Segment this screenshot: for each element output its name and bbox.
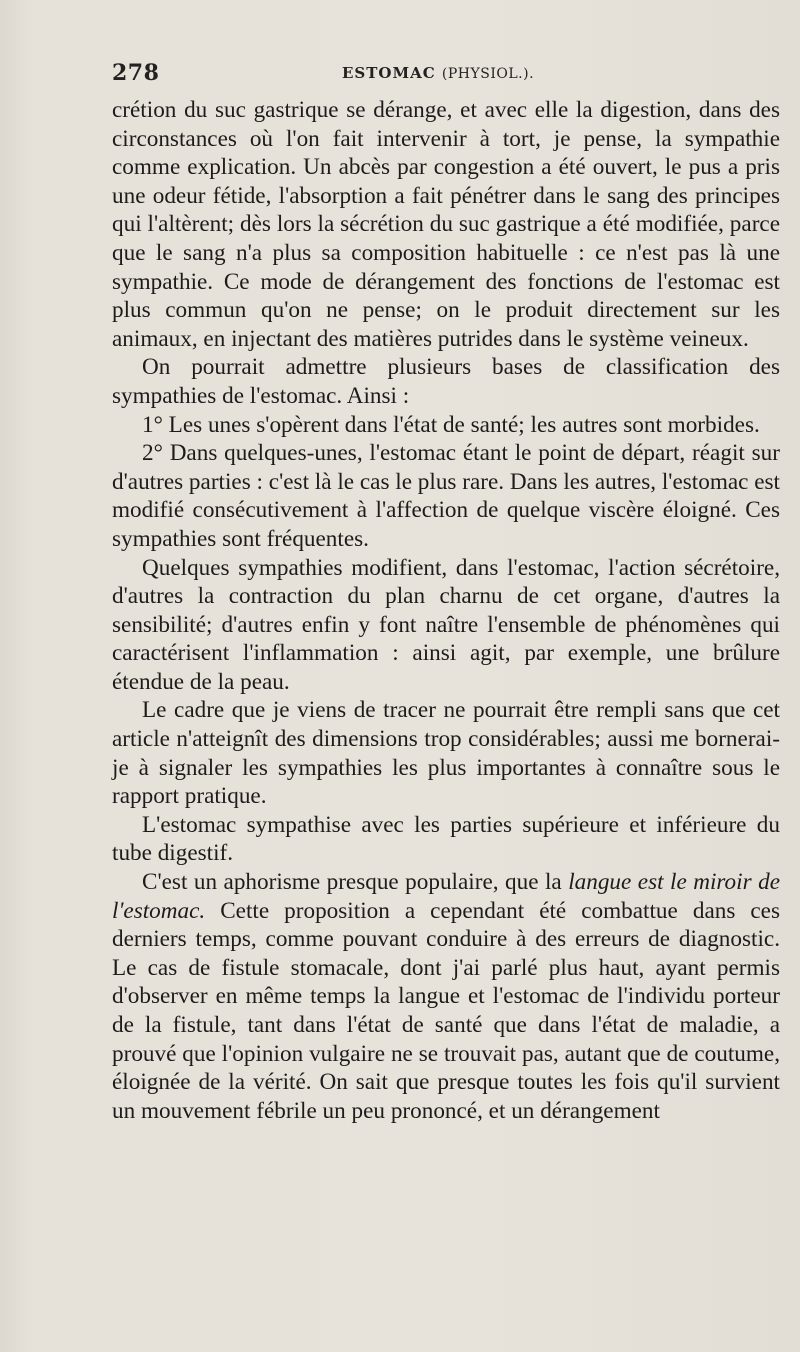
paragraph-1: crétion du suc gastrique se dérange, et avec elle la digestion, dans des circonstances où l'on fait intervenir à tort, je pense, la sympathie comme explication. Un abcès par congestion a été ouvert, le pus a pris une odeur fétide, l'absorption a fait pénétrer dans le sang des principes qui l'altèrent; dès lors la sécrétion du suc gastrique a été modifiée, parce que le sang n'a plus sa composition habituelle : ce n'est pas là une sympathie. Ce mode de dérangement des fonctions de l'estomac est plus commun qu'on ne pense; on le produit directement sur les animaux, en injectant des matières putrides dans le système veineux. (112, 97, 780, 352)
page-header (112, 60, 780, 90)
paragraph-4: 2° Dans quelques-unes, l'estomac étant le point de départ, réagit sur d'autres parties : c'est là le cas le plus rare. Dans les autres, l'estomac est modifié consécutivement à l'affection de quelque viscère éloigné. Ces sympathies sont fréquentes. (112, 440, 780, 552)
paragraph-8-italic: langue est le miroir de l'estomac. (112, 869, 780, 924)
running-head (342, 64, 534, 82)
paragraph-8 (112, 868, 780, 1125)
paragraph-3: 1° Les unes s'opèrent dans l'état de santé; les autres sont morbides. (142, 411, 760, 438)
paragraph-8-end: Cette proposition a cependant été combattue dans ces derniers temps, comme pouvant conduire à des erreurs de diagnostic. Le cas de fistule stomacale, dont j'ai parlé plus haut, ayant permis d'observer en même temps la langue et l'estomac de l'individu porteur de la fistule, tant dans l'état de santé que dans l'état de maladie, a prouvé que l'opinion vulgaire ne se trouvait pas, autant que de coutume, éloignée de la vérité. On sait que presque toutes les fois qu'il survient un mouvement fébrile un peu prononcé, et un dérangement (112, 897, 780, 1124)
paragraph-8-start: C'est un aphorisme presque populaire, que la (142, 869, 569, 896)
paragraph-2: On pourrait admettre plusieurs bases de classification des sympathies de l'estomac. Ainsi : (112, 354, 780, 409)
body-text (112, 96, 780, 1125)
running-head-title: ESTOMAC (342, 64, 436, 82)
running-head-subtitle: (PHYSIOL.). (441, 66, 535, 82)
paragraph-7: L'estomac sympathise avec les parties supérieure et inférieure du tube digestif. (112, 811, 780, 867)
paragraph-6: Le cadre que je viens de tracer ne pourrait être rempli sans que cet article n'atteignît des dimensions trop considérables; aussi me bornerai-je à signaler les sympathies les plus importantes à connaître sous le rapport pratique. (112, 697, 780, 810)
page-number: 278 (112, 60, 160, 86)
paragraph-5: Quelques sympathies modifient, dans l'estomac, l'action sécrétoire, d'autres la contraction du plan charnu de cet organe, d'autres la sensibilité; d'autres enfin y font naître l'ensemble de phénomènes qui caractérisent l'inflammation : ainsi agit, par exemple, une brûlure étendue de la peau. (112, 554, 780, 695)
